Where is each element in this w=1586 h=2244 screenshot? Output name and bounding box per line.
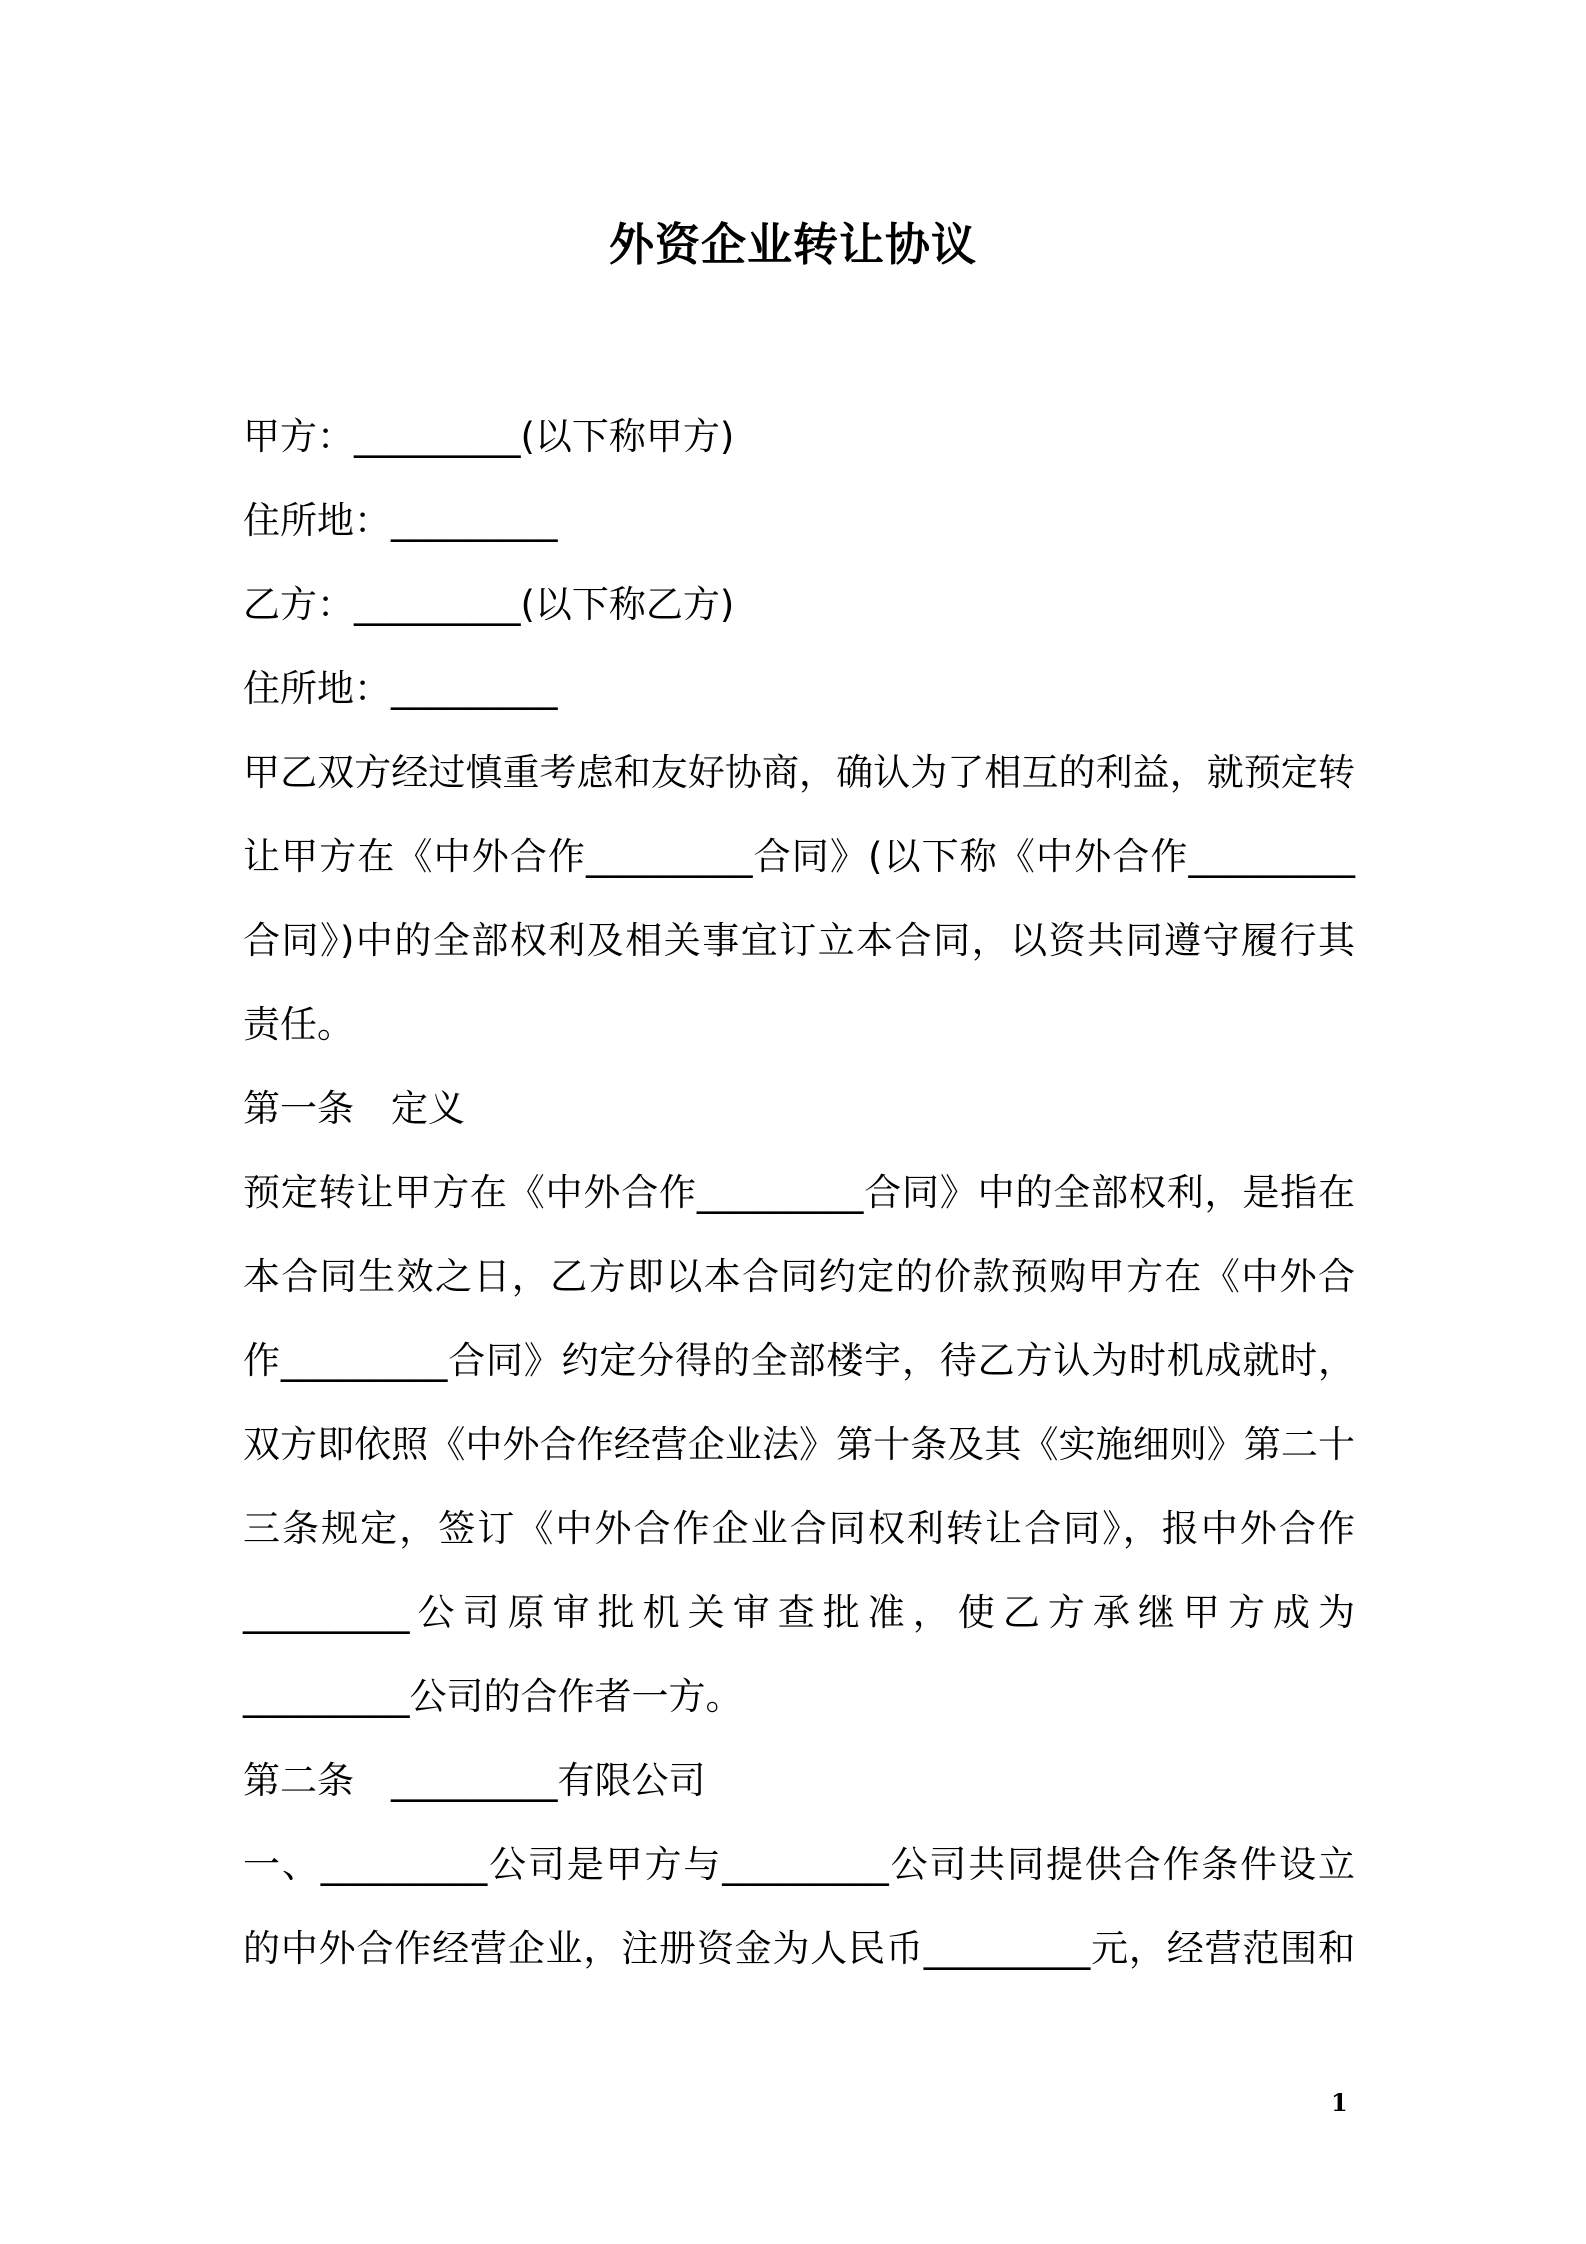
article-1-body-line: 本合同生效之日，乙方即以本合同约定的价款预购甲方在《中外合	[243, 1255, 1355, 1298]
preamble-line: 合同》)中的全部权利及相关事宜订立本合同，以资共同遵守履行其	[243, 919, 1355, 962]
document-title: 外资企业转让协议	[608, 218, 977, 271]
preamble-line: 责任。	[243, 1003, 354, 1046]
article-2-body-line: 的中外合作经营企业，注册资金为人民币_________元，经营范围和	[243, 1927, 1355, 1970]
preamble-line: 甲乙双方经过慎重考虑和友好协商，确认为了相互的利益，就预定转	[243, 751, 1355, 794]
article-1-body-line: _________公司原审批机关审查批准，使乙方承继甲方成为	[243, 1591, 1355, 1634]
party-a-address-line: 住所地：_________	[243, 499, 558, 542]
article-1-heading: 第一条 定义	[243, 1087, 465, 1130]
article-2-heading: 第二条 _________有限公司	[243, 1759, 706, 1802]
preamble-line: 让甲方在《中外合作_________合同》(以下称《中外合作_________	[243, 835, 1355, 878]
article-1-body-line: 三条规定，签订《中外合作企业合同权利转让合同》，报中外合作	[243, 1507, 1355, 1550]
party-a-line: 甲方：_________(以下称甲方)	[243, 415, 735, 458]
page-number: 1	[1331, 2088, 1348, 2117]
party-b-address-line: 住所地：_________	[243, 667, 558, 710]
article-1-body-line: 双方即依照《中外合作经营企业法》第十条及其《实施细则》第二十	[243, 1423, 1355, 1466]
article-1-body-line: 预定转让甲方在《中外合作_________合同》中的全部权利，是指在	[243, 1171, 1355, 1214]
article-1-body-line: 作_________合同》约定分得的全部楼宇，待乙方认为时机成就时，	[243, 1339, 1355, 1382]
party-b-line: 乙方：_________(以下称乙方)	[243, 583, 735, 626]
article-2-body-line: 一、_________公司是甲方与_________公司共同提供合作条件设立	[243, 1843, 1355, 1886]
article-1-body-line: _________公司的合作者一方。	[243, 1675, 743, 1718]
